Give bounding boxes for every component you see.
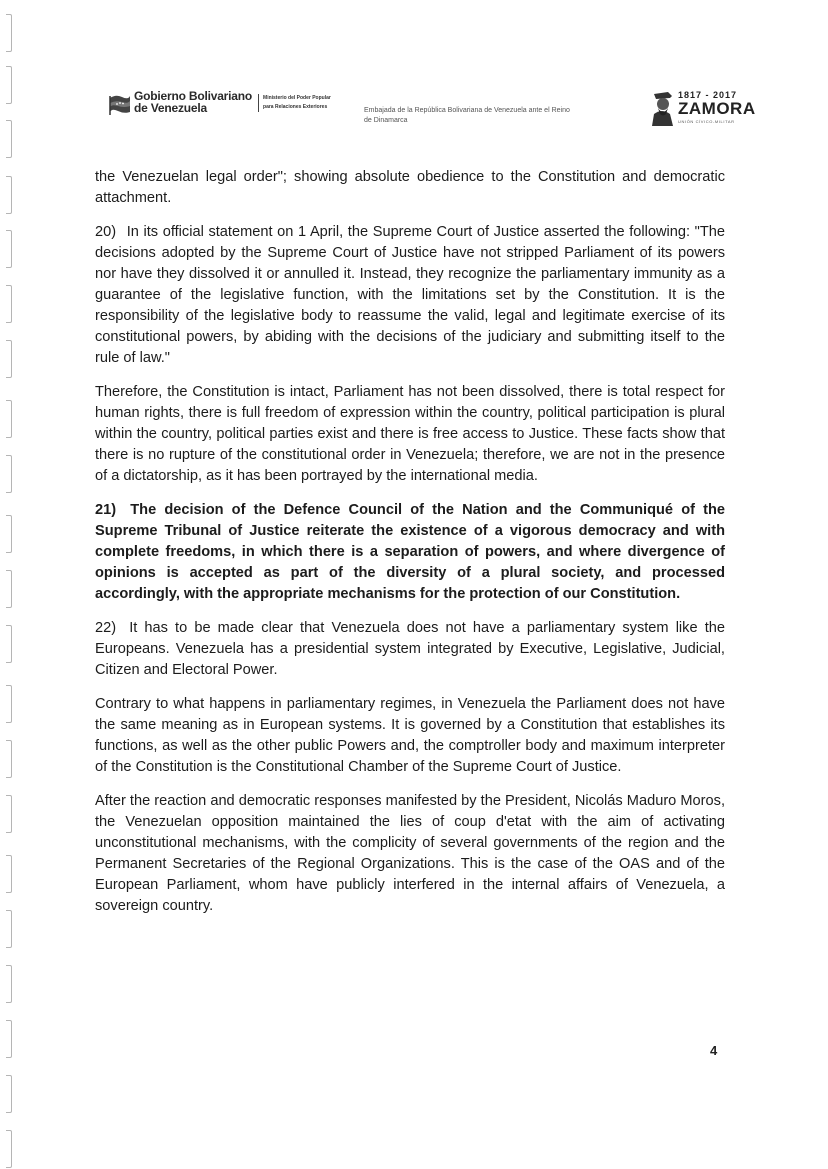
binder-mark (6, 910, 12, 948)
zamora-portrait-icon (648, 90, 676, 126)
paragraph-number: 22) (95, 620, 117, 636)
paragraph-21 (95, 500, 725, 605)
binder-mark (6, 965, 12, 1003)
paragraph-text: It has to be made clear that Venezuela does not have a parliamentary system like the Europeans. Venezuela has a presidential system integrated by Executive, Legislative, Judicial, Citizen and Electoral Power. (95, 620, 725, 678)
ministry-line2: para Relaciones Exteriores (263, 104, 328, 110)
embassy-line1: Embajada de la República Bolivariana de Venezuela ante el Reino (364, 107, 570, 114)
paragraph-text: The decision of the Defence Council of the Nation and the Communiqué of the Supreme Tribunal of Justice reiterate the existence of a vigorous democracy and with complete freedoms, in which there is a separation of powers, and where divergence of opinions is accepted as part of the diversity of a plural society, and processed accordingly, with the appropriate mechanisms for the protection of our Constitution. (95, 502, 726, 602)
binder-mark (6, 570, 12, 608)
paragraph-20 (95, 222, 725, 369)
binder-mark (6, 1075, 12, 1113)
paragraph-text: In its official statement on 1 April, the Supreme Court of Justice asserted the following: "The decisions adopted by the Supreme Court of Justice have not stripped Parliament of its powers nor have they dissolved it or annulled it. Instead, they recognize the parliamentary immunity as a guarantee of the legislative function, with the limitations set by the Constitution. It is the responsibility of the legislative body to reassume the valid, legal and legitimate exercise of its constitutional powers, by abiding with the decisions of the judiciary and submitting itself to the rule of law." (95, 224, 725, 366)
binder-mark (6, 685, 12, 723)
binder-punch-marks (6, 0, 18, 1169)
ministry-name (258, 94, 333, 112)
paragraph-after-reaction: After the reaction and democratic responses manifested by the President, Nicolás Maduro Moros, the Venezuelan opposition maintained the lies of coup d'etat with the aim of activating unconstitutional mechanisms, with the complicity of several governments of the region and the Permanent Secretaries of the Regional Organizations. This is the case of the OAS and of the European Parliament, whom have publicly interfered in the internal affairs of Venezuela, a sovereign country. (95, 793, 725, 914)
binder-mark (6, 400, 12, 438)
binder-mark (6, 625, 12, 663)
binder-mark (6, 285, 12, 323)
embassy-line2: de Dinamarca (364, 117, 408, 124)
binder-mark (6, 795, 12, 833)
zamora-name: ZAMORA (678, 99, 756, 118)
binder-mark (6, 14, 12, 52)
binder-mark (6, 340, 12, 378)
venezuela-flag-icon (108, 92, 132, 116)
binder-mark (6, 1020, 12, 1058)
paragraph-contrary: Contrary to what happens in parliamentary regimes, in Venezuela the Parliament does not have the same meaning as in European systems. It is governed by a Constitution that establishes its functions, as well as the other public Powers and, the comptroller body and maximum interpreter of the Constitution is the Constitutional Chamber of the Supreme Court of Justice. (95, 696, 725, 775)
letterhead (108, 88, 756, 138)
gov-name-line2: de Venezuela (134, 101, 207, 115)
paragraph-number: 20) (95, 224, 117, 240)
paragraph-continued: the Venezuelan legal order"; showing absolute obedience to the Constitution and democratic attachment. (95, 169, 725, 206)
binder-mark (6, 66, 12, 104)
binder-mark (6, 120, 12, 158)
ministry-line1: Ministerio del Poder Popular (263, 95, 331, 101)
binder-mark (6, 176, 12, 214)
binder-mark (6, 1130, 12, 1168)
paragraph-therefore: Therefore, the Constitution is intact, Parliament has not been dissolved, there is total respect for human rights, there is full freedom of expression within the country, political participation is plural within the country, political parties exist and there is free access to Justice. These facts show that there is no rupture of the constitutional order in Venezuela; therefore, we are not in the presence of a dictatorship, as it has been portrayed by the international media. (95, 384, 725, 484)
zamora-logo (648, 88, 756, 130)
zamora-years: 1817 - 2017 (678, 90, 738, 100)
binder-mark (6, 230, 12, 268)
zamora-subtitle: UNIÓN CÍVICO-MILITAR (678, 119, 735, 124)
paragraph-number: 21) (95, 502, 117, 518)
page-number: 4 (710, 1043, 718, 1058)
government-logo (108, 90, 333, 116)
binder-mark (6, 855, 12, 893)
embassy-name (364, 106, 614, 126)
document-body (95, 167, 725, 930)
binder-mark (6, 455, 12, 493)
binder-mark (6, 740, 12, 778)
gov-name-line1: Gobierno Bolivariano (134, 89, 253, 103)
paragraph-22 (95, 618, 725, 681)
binder-mark (6, 515, 12, 553)
